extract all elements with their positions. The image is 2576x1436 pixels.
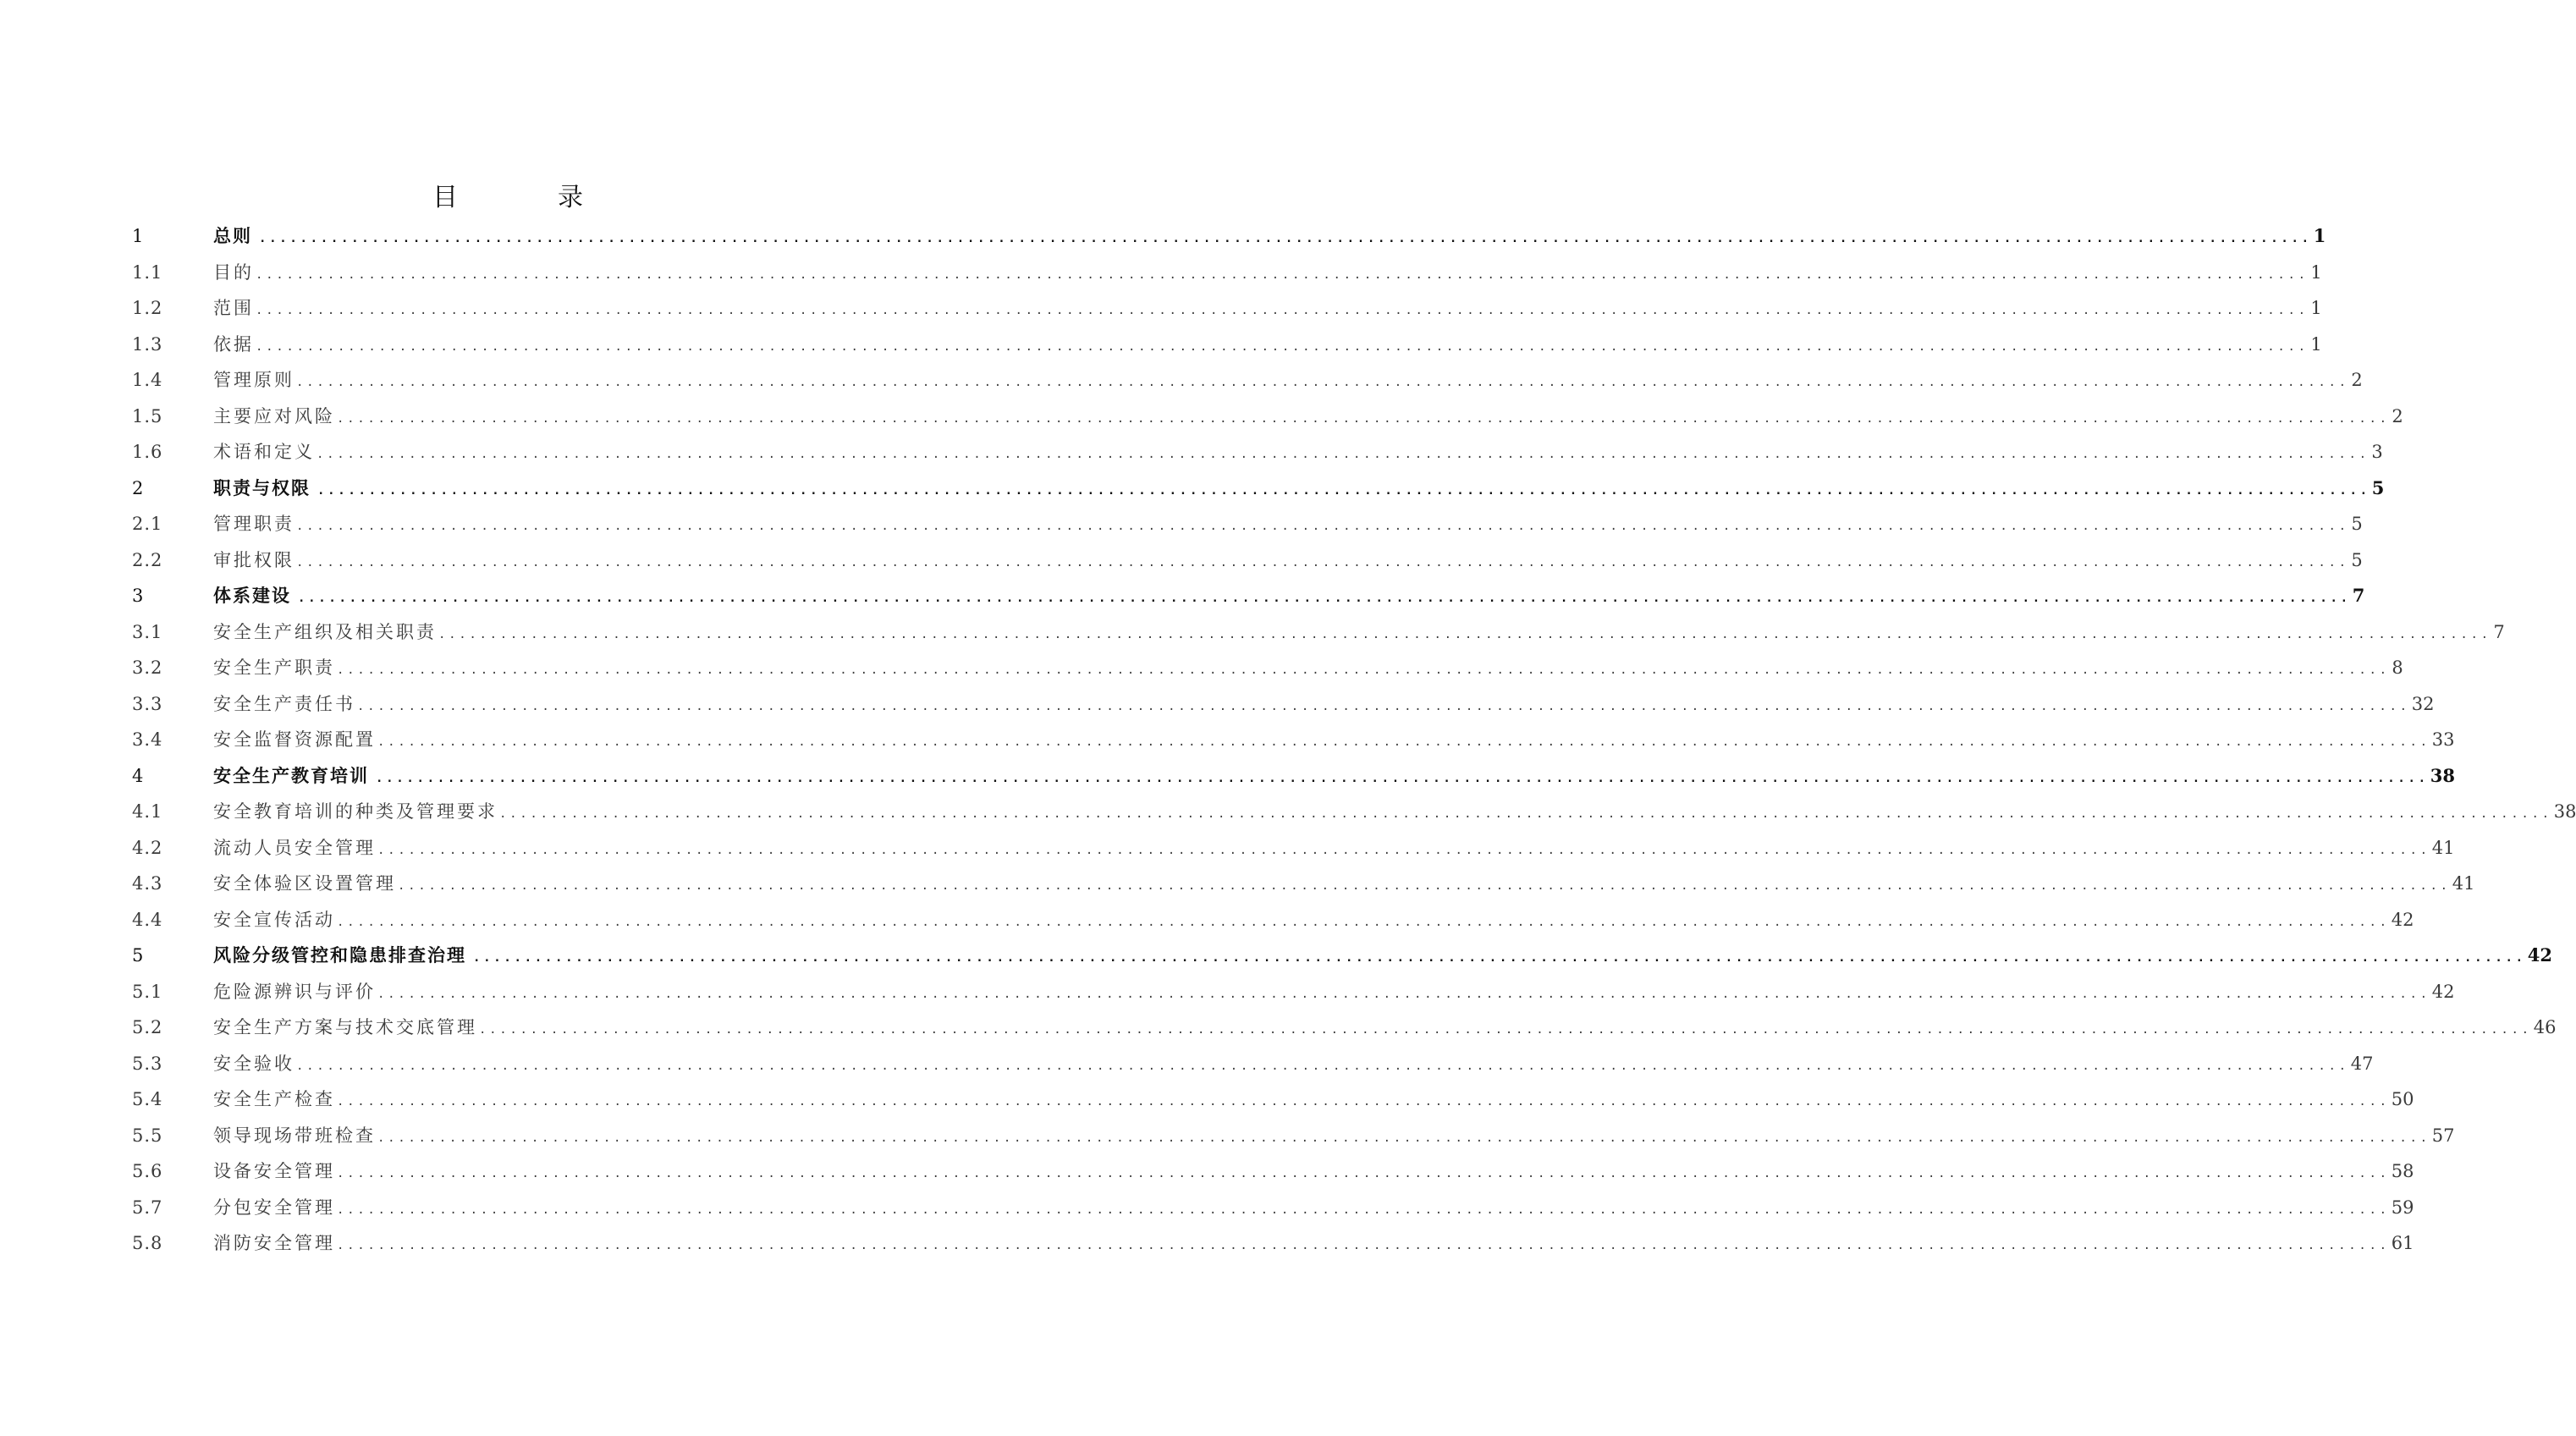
toc-dot-leader: ........................................................................................................................................................................................................ [376,771,2429,785]
toc-dot-leader: ........................................................................................................................................................................................................ [296,520,2349,533]
toc-entry-number: 4.3 [132,873,163,894]
toc-section-entry [132,830,2455,867]
toc-entry-page-number: 42 [2431,981,2455,1002]
toc-entry-page-number: 59 [2391,1197,2414,1218]
toc-dot-leader: ........................................................................................................................................................................................................ [479,1023,2532,1037]
toc-entry-number: 3.3 [132,693,163,714]
toc-section-entry [132,722,2455,758]
toc-title: 目 录 [432,183,620,212]
toc-entry-number: 2.1 [132,514,163,534]
toc-entry-page-number: 3 [2371,442,2383,462]
toc-entry-number: 1.3 [132,333,163,355]
toc-entry-page-number: 57 [2431,1125,2455,1146]
toc-chapter-entry [132,938,2552,974]
toc-entry-title: 管理原则 [213,370,294,390]
toc-entry-number: 5.4 [132,1089,163,1109]
toc-entry-number: 1 [132,226,145,246]
toc-entry-number: 3.1 [132,621,163,642]
toc-dot-leader: ........................................................................................................................................................................................................ [337,663,2390,677]
toc-entry-title: 依据 [213,333,254,355]
toc-entry-title: 管理职责 [213,514,294,534]
toc-entry-title: 流动人员安全管理 [213,837,376,858]
toc-entry-page-number: 33 [2431,729,2455,750]
toc-entry-title: 安全监督资源配置 [213,729,376,750]
toc-entry-number: 3 [132,586,145,606]
toc-entry-page-number: 5 [2371,476,2385,498]
toc-entry-title: 领导现场带班检查 [213,1125,376,1146]
toc-entry-number: 5.2 [132,1017,163,1037]
toc-entry-title: 目的 [213,261,254,283]
toc-entry-title: 风险分级管控和隐患排查治理 [213,945,466,966]
toc-dot-leader: ........................................................................................................................................................................................................ [473,951,2526,965]
toc-entry-title: 总则 [213,226,252,246]
toc-entry-page-number: 1 [2310,333,2322,355]
toc-list [132,218,2576,1262]
toc-chapter-entry [132,218,2326,255]
toc-entry-title: 主要应对风险 [213,405,335,426]
toc-chapter-entry [132,758,2455,795]
toc-dot-leader: ........................................................................................................................................................................................................ [296,1059,2349,1073]
toc-section-entry [132,686,2435,723]
toc-dot-leader: ........................................................................................................................................................................................................ [337,1167,2390,1180]
toc-entry-page-number: 2 [2351,370,2363,390]
toc-section-entry [132,362,2363,399]
toc-dot-leader: ........................................................................................................................................................................................................ [337,1095,2390,1109]
toc-entry-number: 5.3 [132,1053,163,1074]
toc-entry-number: 1.5 [132,405,163,426]
toc-dot-leader: ........................................................................................................................................................................................................ [316,448,2370,461]
toc-entry-title: 安全宣传活动 [213,909,335,930]
toc-section-entry [132,614,2505,651]
toc-entry-page-number: 1 [2310,298,2322,318]
toc-entry-title: 消防安全管理 [213,1233,335,1253]
toc-entry-page-number: 47 [2350,1053,2374,1074]
toc-section-entry [132,506,2363,542]
toc-entry-number: 5.1 [132,981,163,1002]
toc-chapter-entry [132,470,2385,507]
toc-entry-number: 4.1 [132,801,163,822]
toc-section-entry [132,650,2403,686]
toc-dot-leader: ........................................................................................................................................................................................................ [377,987,2430,1001]
toc-entry-page-number: 1 [2310,261,2322,283]
toc-section-entry [132,1190,2414,1226]
toc-entry-title: 审批权限 [213,549,294,570]
toc-entry-page-number: 41 [2452,873,2475,894]
toc-entry-number: 5.8 [132,1233,163,1253]
toc-entry-page-number: 58 [2391,1161,2414,1181]
toc-entry-number: 2 [132,477,145,498]
toc-section-entry [132,1081,2414,1118]
toc-dot-leader: ........................................................................................................................................................................................................ [256,339,2309,354]
toc-dot-leader: ........................................................................................................................................................................................................ [499,807,2552,821]
toc-entry-page-number: 5 [2351,549,2363,570]
toc-section-entry [132,794,2576,830]
toc-entry-number: 1.6 [132,442,163,462]
toc-section-entry [132,290,2322,327]
toc-entry-page-number: 46 [2533,1017,2557,1037]
toc-dot-leader: ........................................................................................................................................................................................................ [296,376,2349,389]
toc-section-entry [132,1225,2414,1262]
toc-dot-leader: ........................................................................................................................................................................................................ [317,483,2370,498]
toc-entry-title: 安全体验区设置管理 [213,873,396,894]
toc-entry-number: 5.5 [132,1125,163,1146]
toc-dot-leader: ........................................................................................................................................................................................................ [377,1131,2430,1145]
toc-entry-page-number: 1 [2313,225,2326,246]
toc-entry-title: 安全生产责任书 [213,693,355,714]
toc-dot-leader: ........................................................................................................................................................................................................ [256,304,2309,317]
toc-section-entry [132,866,2475,902]
toc-entry-number: 1.4 [132,370,163,390]
toc-section-entry [132,974,2455,1010]
toc-entry-page-number: 7 [2493,621,2505,642]
toc-entry-number: 4.4 [132,909,163,930]
toc-dot-leader: ........................................................................................................................................................................................................ [337,411,2390,426]
toc-entry-page-number: 42 [2391,909,2414,930]
toc-entry-page-number: 38 [2553,801,2576,822]
toc-entry-page-number: 5 [2351,514,2363,534]
toc-dot-leader: ........................................................................................................................................................................................................ [377,843,2430,857]
toc-entry-number: 1.2 [132,298,163,318]
toc-dot-leader: ........................................................................................................................................................................................................ [259,232,2312,245]
toc-entry-title: 术语和定义 [213,442,315,462]
toc-entry-title: 范围 [213,298,254,318]
toc-dot-leader: ........................................................................................................................................................................................................ [337,915,2390,929]
toc-entry-number: 3.2 [132,657,163,678]
toc-entry-page-number: 32 [2411,693,2435,714]
toc-chapter-entry [132,578,2365,614]
toc-dot-leader: ........................................................................................................................................................................................................ [337,1202,2390,1217]
toc-entry-number: 5 [132,945,145,966]
toc-entry-title: 安全生产组织及相关职责 [213,621,437,642]
toc-dot-leader: ........................................................................................................................................................................................................ [357,699,2410,713]
toc-section-entry [132,1118,2455,1154]
toc-section-entry [132,1010,2557,1046]
toc-entry-number: 4 [132,765,145,786]
toc-entry-title: 分包安全管理 [213,1197,335,1218]
toc-entry-number: 5.6 [132,1161,163,1181]
toc-dot-leader: ........................................................................................................................................................................................................ [256,267,2309,282]
toc-dot-leader: ........................................................................................................................................................................................................ [337,1239,2390,1252]
toc-dot-leader: ........................................................................................................................................................................................................ [398,879,2451,893]
toc-section-entry [132,1153,2414,1190]
toc-section-entry [132,542,2363,579]
toc-dot-leader: ........................................................................................................................................................................................................ [296,555,2349,569]
toc-entry-title: 设备安全管理 [213,1161,335,1181]
toc-section-entry [132,327,2322,363]
toc-entry-title: 安全生产检查 [213,1089,335,1109]
toc-section-entry [132,434,2383,470]
toc-dot-leader: ........................................................................................................................................................................................................ [298,591,2351,605]
toc-entry-title: 安全教育培训的种类及管理要求 [213,801,498,822]
toc-dot-leader: ........................................................................................................................................................................................................ [438,627,2491,641]
toc-entry-page-number: 38 [2430,764,2455,786]
toc-entry-page-number: 50 [2391,1089,2414,1109]
toc-entry-page-number: 8 [2392,657,2403,678]
toc-entry-page-number: 61 [2391,1233,2414,1253]
toc-section-entry [132,902,2414,938]
toc-entry-page-number: 2 [2392,405,2403,426]
toc-entry-number: 3.4 [132,729,163,750]
toc-entry-title: 职责与权限 [213,477,311,498]
toc-entry-number: 2.2 [132,549,163,570]
toc-section-entry [132,1046,2374,1082]
toc-section-entry [132,255,2322,291]
toc-dot-leader: ........................................................................................................................................................................................................ [377,735,2430,749]
toc-entry-number: 5.7 [132,1197,163,1218]
toc-entry-title: 安全验收 [213,1053,294,1074]
toc-entry-title: 安全生产职责 [213,657,335,678]
toc-entry-page-number: 7 [2352,585,2365,606]
toc-entry-page-number: 42 [2527,944,2552,966]
toc-entry-number: 1.1 [132,261,163,283]
toc-entry-page-number: 41 [2431,837,2455,858]
toc-entry-title: 安全生产教育培训 [213,765,369,786]
toc-entry-number: 4.2 [132,837,163,858]
toc-entry-title: 安全生产方案与技术交底管理 [213,1017,477,1037]
toc-entry-title: 体系建设 [213,586,291,606]
toc-section-entry [132,399,2403,435]
toc-entry-title: 危险源辨识与评价 [213,981,376,1002]
